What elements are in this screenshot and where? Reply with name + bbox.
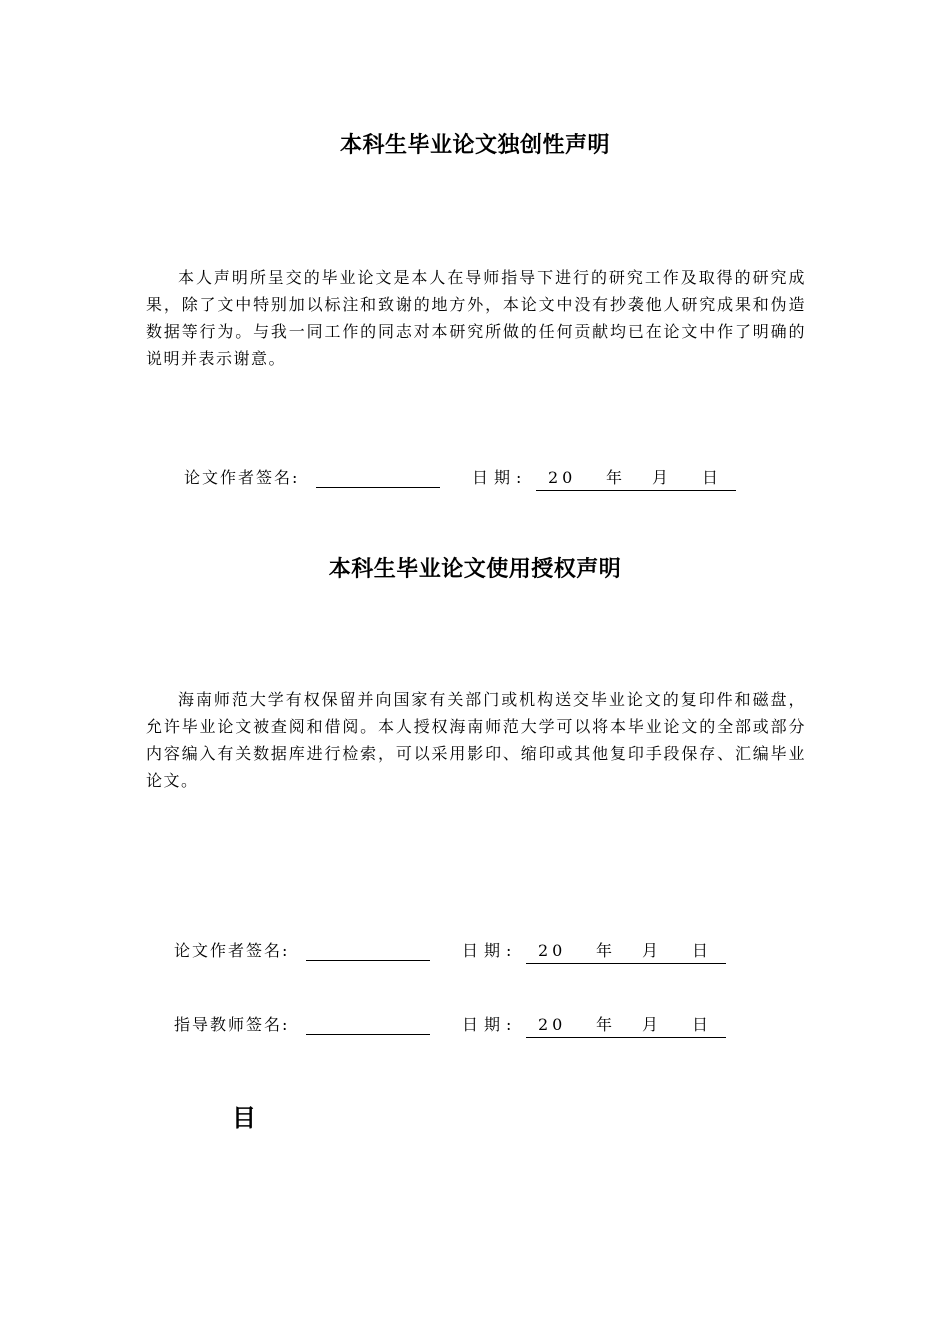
date-month-char: 月	[642, 941, 659, 960]
advisor-signature-label: 指导教师签名:	[174, 1015, 290, 1034]
date-year: 20	[538, 1015, 567, 1034]
date-day-char: 日	[692, 1015, 709, 1034]
authorization-title: 本科生毕业论文使用授权声明	[328, 557, 622, 582]
authorization-body: 海南师范大学有权保留并向国家有关部门或机构送交毕业论文的复印件和磁盘，允许毕业论文被查阅和借阅。本人授权海南师范大学可以将本毕业论文的全部或部分内容编入有关数据库进行检索，可以采用影印、缩印或其他复印手段保存、汇编毕业论文。	[146, 690, 806, 790]
author-signature-label: 论文作者签名:	[174, 941, 290, 960]
toc-title: 目	[232, 1104, 256, 1132]
originality-title: 本科生毕业论文独创性声明	[339, 133, 610, 158]
date-day-char: 日	[702, 468, 719, 487]
originality-body: 本人声明所呈交的毕业论文是本人在导师指导下进行的研究工作及取得的研究成果，除了文中特别加以标注和致谢的地方外，本论文中没有抄袭他人研究成果和伪造数据等行为。与我一同工作的同志对本研究所做的任何贡献均已在论文中作了明确的说明并表示谢意。	[146, 268, 806, 368]
author-signature-line[interactable]	[306, 960, 430, 961]
date-field[interactable]	[536, 466, 736, 491]
advisor-signature-line[interactable]	[306, 1034, 430, 1035]
date-label: 日期:	[462, 941, 518, 960]
date-day-char: 日	[692, 941, 709, 960]
date-year-char: 年	[606, 468, 623, 487]
date-label: 日期:	[462, 1015, 518, 1034]
originality-signature-row	[184, 466, 744, 490]
date-year: 20	[538, 941, 567, 960]
date-year-char: 年	[596, 1015, 613, 1034]
authorization-author-signature-row	[174, 939, 734, 963]
date-month-char: 月	[652, 468, 669, 487]
author-signature-line[interactable]	[316, 487, 440, 488]
date-field[interactable]	[526, 1013, 726, 1038]
author-signature-label: 论文作者签名:	[184, 468, 300, 487]
date-year-char: 年	[596, 941, 613, 960]
date-field[interactable]	[526, 939, 726, 964]
date-month-char: 月	[642, 1015, 659, 1034]
date-label: 日期:	[472, 468, 528, 487]
date-year: 20	[548, 468, 577, 487]
authorization-advisor-signature-row	[174, 1013, 734, 1037]
